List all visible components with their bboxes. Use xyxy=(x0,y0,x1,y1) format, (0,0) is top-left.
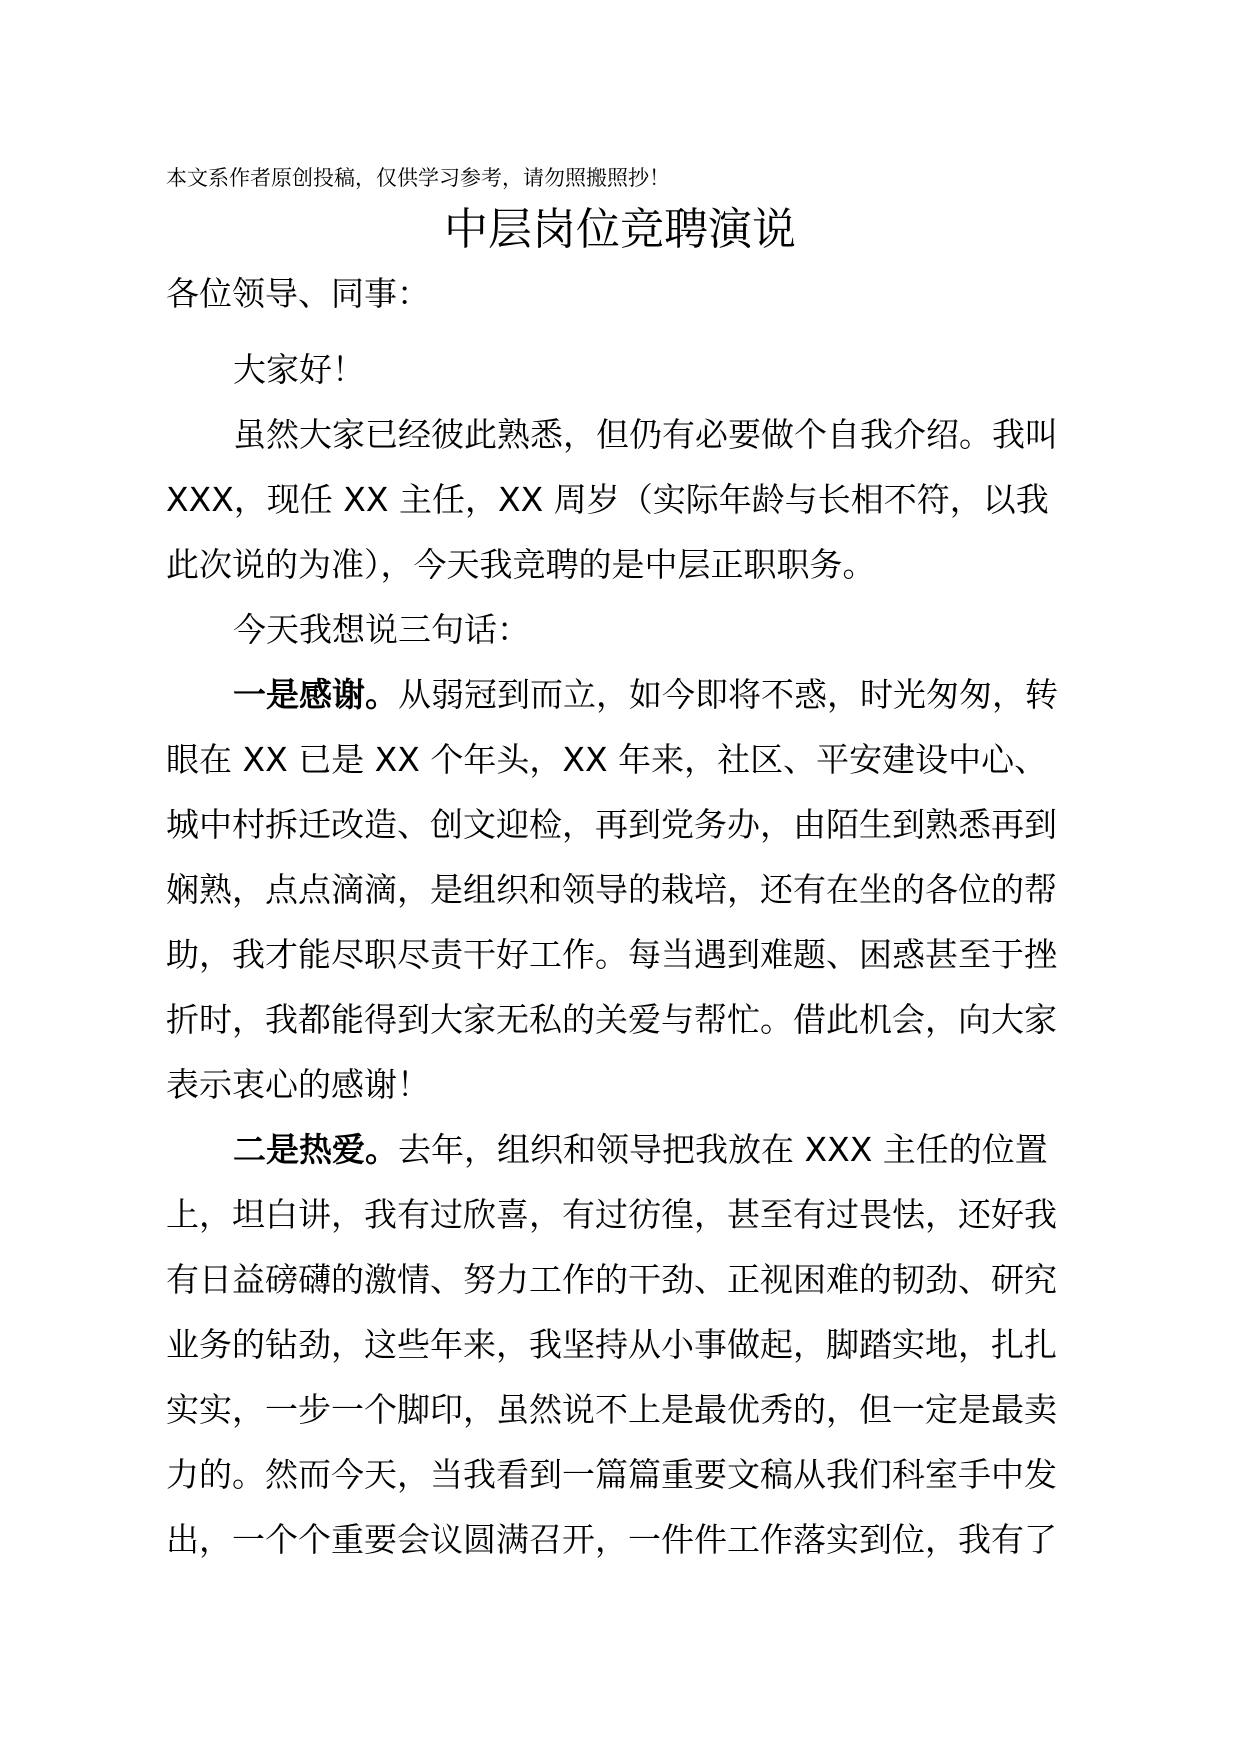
section-passion-heading: 二是热爱。 xyxy=(233,1130,398,1169)
section-passion-paragraph xyxy=(166,1117,1076,1572)
section-passion-line: 出，一个个重要会议圆满召开，一件件工作落实到位，我有了 xyxy=(166,1520,1057,1559)
speech-body xyxy=(166,337,1076,1572)
intro-line: XXX，现任 XX 主任，XX 周岁（实际年龄与长相不符，以我 xyxy=(166,480,1049,519)
section-gratitude-line: 眼在 XX 已是 XX 个年头，XX 年来，社区、平安建设中心、 xyxy=(166,740,1048,779)
document-title: 中层岗位竞聘演说 xyxy=(444,204,796,255)
section-passion-line: 有日益磅礴的激情、努力工作的干劲、正视困难的韧劲、研究 xyxy=(166,1260,1057,1299)
copyright-notice: 本文系作者原创投稿，仅供学习参考，请勿照搬照抄！ xyxy=(166,166,670,190)
intro-line: 此次说的为准），今天我竞聘的是中层正职职务。 xyxy=(166,545,876,584)
section-gratitude-line: 助，我才能尽职尽责干好工作。每当遇到难题、困惑甚至于挫 xyxy=(166,935,1057,974)
section-gratitude-heading: 一是感谢。 xyxy=(233,675,398,714)
section-passion-first-line xyxy=(166,1117,1076,1182)
section-passion-line: 上，坦白讲，我有过欣喜，有过彷徨，甚至有过畏怯，还好我 xyxy=(166,1195,1057,1234)
section-gratitude-line: 城中村拆迁改造、创文迎检，再到党务办，由陌生到熟悉再到 xyxy=(166,805,1057,844)
section-passion-text: 去年，组织和领导把我放在 XXX 主任的位置 xyxy=(398,1130,1048,1169)
section-gratitude-paragraph xyxy=(166,662,1076,1117)
section-passion-line: 实实，一步一个脚印，虽然说不上是最优秀的，但一定是最卖 xyxy=(166,1390,1057,1429)
section-passion-line: 业务的钻劲，这些年来，我坚持从小事做起，脚踏实地，扎扎 xyxy=(166,1325,1057,1364)
section-gratitude-line: 折时，我都能得到大家无私的关爱与帮忙。借此机会，向大家 xyxy=(166,1000,1057,1039)
greeting-paragraph xyxy=(166,337,1076,402)
intro-line: 虽然大家已经彼此熟悉，但仍有必要做个自我介绍。我叫 xyxy=(233,415,1058,454)
section-gratitude-first-line xyxy=(166,662,1076,727)
greeting-line: 大家好！ xyxy=(233,350,365,389)
section-gratitude-text: 从弱冠到而立，如今即将不惑，时光匆匆，转 xyxy=(398,675,1058,714)
three-points-paragraph xyxy=(166,597,1076,662)
section-gratitude-line: 娴熟，点点滴滴，是组织和领导的栽培，还有在坐的各位的帮 xyxy=(166,870,1057,909)
three-points-line: 今天我想说三句话： xyxy=(233,610,530,649)
intro-paragraph xyxy=(166,402,1076,597)
section-passion-line: 力的。然而今天，当我看到一篇篇重要文稿从我们科室手中发 xyxy=(166,1455,1057,1494)
section-gratitude-line: 表示衷心的感谢！ xyxy=(166,1065,430,1104)
salutation: 各位领导、同事： xyxy=(166,274,430,313)
